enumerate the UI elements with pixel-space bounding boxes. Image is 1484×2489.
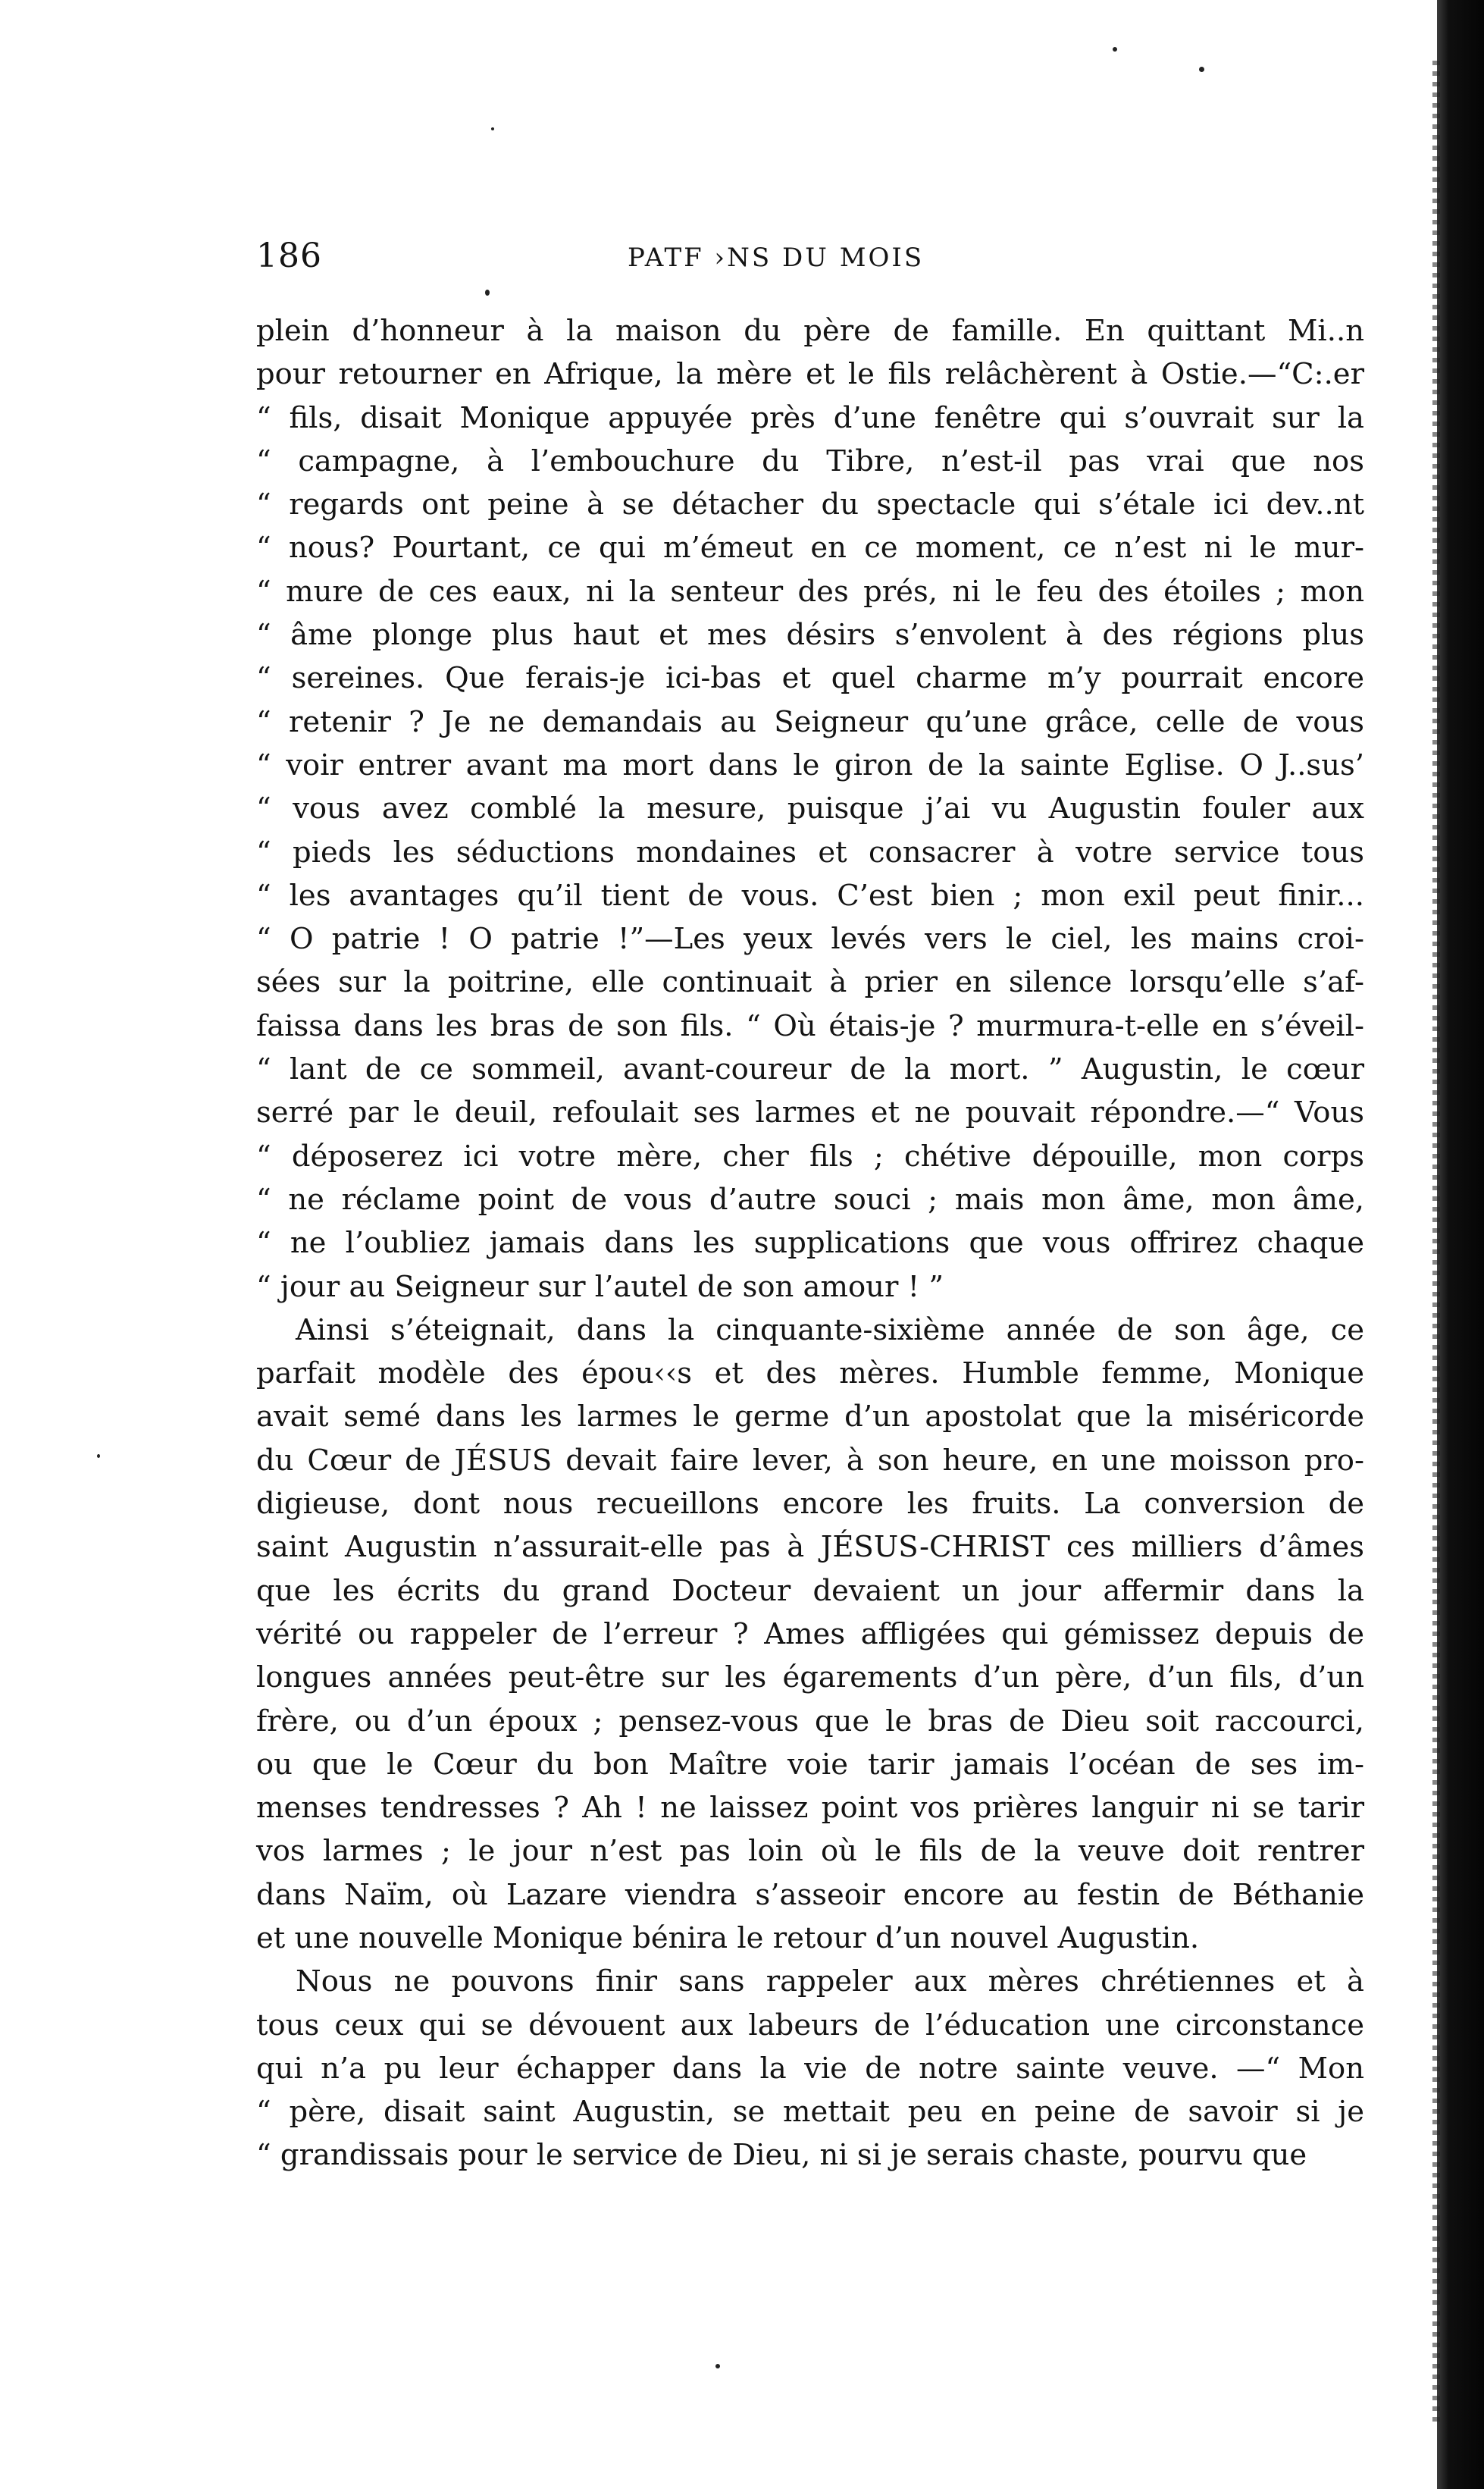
text-line: faissa dans les bras de son fils. “ Où étais-je ? murmura-t-elle en s’éveil- (256, 1008, 1364, 1043)
text-line: “ jour au Seigneur sur l’autel de son amour ! ” (256, 1269, 944, 1304)
text-line: “ sereines. Que ferais-je ici-bas et quel charme m’y pourrait encore (256, 661, 1364, 696)
scan-speck (1199, 67, 1204, 72)
text-line: serré par le deuil, refoulait ses larmes et ne pouvait répondre.—“ Vous (256, 1096, 1364, 1130)
text-line: sées sur la poitrine, elle continuait à prier en silence lorsqu’elle s’af- (256, 965, 1364, 1000)
text-line: “ pieds les séductions mondaines et consacrer à votre service tous (256, 835, 1364, 870)
text-line: “ vous avez comblé la mesure, puisque j’ai vu Augustin fouler aux (256, 792, 1364, 826)
text-line: vos larmes ; le jour n’est pas loin où le fils de la veuve doit rentrer (256, 1834, 1364, 1869)
text-line: “ déposerez ici votre mère, cher fils ; chétive dépouille, mon corps (256, 1139, 1364, 1174)
scan-speck (491, 127, 494, 130)
text-line: “ grandissais pour le service de Dieu, ni si je serais chaste, pourvu que (256, 2138, 1307, 2173)
scan-speck (1113, 47, 1117, 52)
running-title: PATF ›NS DU MOIS (628, 243, 925, 273)
text-line: “ ne réclame point de vous d’autre souci ; mais mon âme, mon âme, (256, 1182, 1364, 1217)
running-head (256, 234, 1370, 279)
text-line: digieuse, dont nous recueillons encore les fruits. La conversion de (256, 1487, 1364, 1522)
paragraph (256, 1309, 1364, 1960)
scan-speck (97, 1454, 100, 1458)
text-line: vérité ou rappeler de l’erreur ? Ames affligées qui gémissez depuis de (256, 1616, 1364, 1651)
text-line: saint Augustin n’assurait-elle pas à JÉSUS-CHRIST ces milliers d’âmes (256, 1530, 1364, 1565)
text-line: pour retourner en Afrique, la mère et le fils relâchèrent à Ostie.—“C:.er (256, 357, 1364, 392)
text-line: “ campagne, à l’embouchure du Tibre, n’est-il pas vrai que nos (256, 444, 1364, 478)
text-line: avait semé dans les larmes le germe d’un apostolat que la miséricorde (256, 1400, 1364, 1434)
text-line: “ les avantages qu’il tient de vous. C’est bien ; mon exil peut finir... (256, 878, 1364, 913)
text-line: du Cœur de JÉSUS devait faire lever, à son heure, en une moisson pro- (256, 1443, 1364, 1478)
text-line: “ O patrie ! O patrie !”—Les yeux levés vers le ciel, les mains croi- (256, 922, 1364, 957)
text-line: “ voir entrer avant ma mort dans le giron de la sainte Eglise. O J..sus’ (256, 748, 1364, 782)
page-number: 186 (256, 237, 322, 275)
text-line: Ainsi s’éteignait, dans la cinquante-sixième année de son âge, ce (296, 1312, 1364, 1347)
text-line: et une nouvelle Monique bénira le retour d’un nouvel Augustin. (256, 1920, 1200, 1955)
text-line: qui n’a pu leur échapper dans la vie de notre sainte veuve. —“ Mon (256, 2051, 1364, 2086)
text-line: “ regards ont peine à se détacher du spectacle qui s’étale ici dev..nt (256, 487, 1364, 522)
text-line: “ fils, disait Monique appuyée près d’une fenêtre qui s’ouvrait sur la (256, 400, 1364, 435)
text-line: Nous ne pouvons finir sans rappeler aux mères chrétiennes et à (296, 1964, 1364, 1999)
text-line: que les écrits du grand Docteur devaient un jour affermir dans la (256, 1573, 1364, 1608)
text-line: longues années peut-être sur les égarements d’un père, d’un fils, d’un (256, 1660, 1364, 1695)
scan-speck (715, 2364, 720, 2368)
scan-speck (485, 290, 490, 296)
paragraph (256, 309, 1364, 1309)
text-line: menses tendresses ? Ah ! ne laissez point vos prières languir ni se tarir (256, 1791, 1364, 1826)
text-line: frère, ou d’un époux ; pensez-vous que le bras de Dieu soit raccourci, (256, 1704, 1364, 1738)
text-line: dans Naïm, où Lazare viendra s’asseoir encore au festin de Béthanie (256, 1877, 1364, 1912)
text-line: “ retenir ? Je ne demandais au Seigneur qu’une grâce, celle de vous (256, 704, 1364, 739)
text-line: “ père, disait saint Augustin, se mettait peu en peine de savoir si je (256, 2095, 1364, 2130)
scan-dark-edge (1437, 0, 1484, 2489)
text-line: ou que le Cœur du bon Maître voie tarir jamais l’océan de ses im- (256, 1747, 1364, 1782)
text-line: parfait modèle des épou‹‹s et des mères. Humble femme, Monique (256, 1356, 1364, 1391)
text-line: plein d’honneur à la maison du père de famille. En quittant Mi..n (256, 314, 1364, 348)
text-line: “ lant de ce sommeil, avant-coureur de la mort. ” Augustin, le cœur (256, 1052, 1364, 1087)
text-line: “ âme plonge plus haut et mes désirs s’envolent à des régions plus (256, 618, 1364, 653)
text-line: tous ceux qui se dévouent aux labeurs de l’éducation une circonstance (256, 2008, 1364, 2042)
paragraph (256, 1960, 1364, 2177)
text-line: “ mure de ces eaux, ni la senteur des prés, ni le feu des étoiles ; mon (256, 574, 1364, 609)
text-line: “ nous? Pourtant, ce qui m’émeut en ce moment, ce n’est ni le mur- (256, 531, 1364, 566)
text-line: “ ne l’oubliez jamais dans les supplications que vous offrirez chaque (256, 1226, 1364, 1261)
body-text (256, 309, 1364, 2177)
scan-edge-fringe (1432, 61, 1440, 2426)
